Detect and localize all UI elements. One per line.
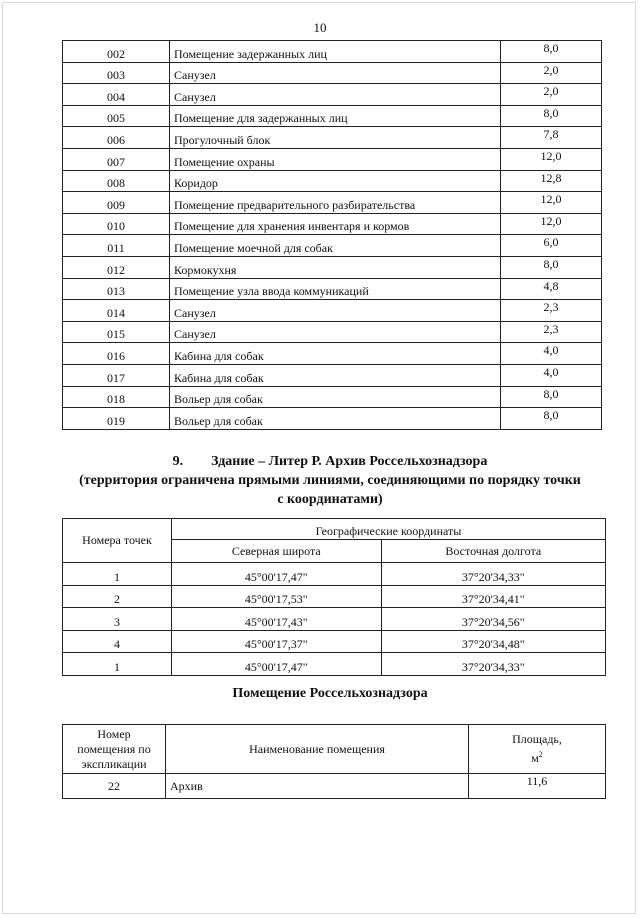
room-area: 8,0 xyxy=(501,256,602,278)
room-area: 4,0 xyxy=(501,364,602,386)
room-area: 6,0 xyxy=(501,235,602,257)
table-row xyxy=(63,653,606,676)
longitude: 37°20'34,33" xyxy=(381,653,605,676)
room-number: 010 xyxy=(63,213,170,235)
header-room-number-line1: Номер xyxy=(97,726,131,741)
room-area: 7,8 xyxy=(501,127,602,149)
rooms-table xyxy=(62,40,602,430)
header-room-name: Наименование помещения xyxy=(166,725,469,774)
header-room-number-line2: помещения по xyxy=(77,741,151,756)
latitude: 45°00'17,47" xyxy=(172,563,382,586)
room-name: Санузел xyxy=(170,84,501,106)
table-row xyxy=(63,170,602,192)
header-points: Номера точек xyxy=(63,519,172,563)
table-row xyxy=(63,386,602,408)
room-number: 008 xyxy=(63,170,170,192)
latitude: 45°00'17,53" xyxy=(172,585,382,608)
room-name: Санузел xyxy=(170,62,501,84)
room-number: 013 xyxy=(63,278,170,300)
longitude: 37°20'34,56" xyxy=(381,608,605,631)
room-number: 005 xyxy=(63,105,170,127)
room-name: Помещение задержанных лиц xyxy=(170,41,501,63)
room-number: 002 xyxy=(63,41,170,63)
room-name: Архив xyxy=(166,774,469,799)
page-number: 10 xyxy=(313,20,327,35)
room-number: 004 xyxy=(63,84,170,106)
room-name: Помещение для хранения инвентаря и кормов xyxy=(170,213,501,235)
header-room-number-line3: экспликации xyxy=(81,756,147,771)
table-row xyxy=(63,62,602,84)
room-area: 12,0 xyxy=(501,192,602,214)
longitude: 37°20'34,41" xyxy=(381,585,605,608)
table-row xyxy=(63,630,606,653)
table-row xyxy=(63,235,602,257)
table-row xyxy=(63,300,602,322)
table-row xyxy=(63,256,602,278)
header-longitude: Восточная долгота xyxy=(381,540,605,563)
room-number: 006 xyxy=(63,127,170,149)
table-row xyxy=(63,213,602,235)
point-number: 1 xyxy=(63,653,172,676)
point-number: 1 xyxy=(63,563,172,586)
table-row xyxy=(63,364,602,386)
room-area: 11,6 xyxy=(469,774,606,799)
room-number: 018 xyxy=(63,386,170,408)
area-unit: м xyxy=(531,751,539,765)
room-area: 2,3 xyxy=(501,300,602,322)
room-name: Прогулочный блок xyxy=(170,127,501,149)
room-number: 012 xyxy=(63,256,170,278)
room-number: 015 xyxy=(63,321,170,343)
section-heading xyxy=(40,452,620,509)
longitude: 37°20'34,48" xyxy=(381,630,605,653)
room-number: 22 xyxy=(63,774,166,799)
room-name: Санузел xyxy=(170,321,501,343)
table-row xyxy=(63,343,602,365)
room-name: Вольер для собак xyxy=(170,386,501,408)
header-room-number xyxy=(63,725,166,774)
room-name: Санузел xyxy=(170,300,501,322)
room-number: 007 xyxy=(63,148,170,170)
table-row xyxy=(63,408,602,430)
point-number: 3 xyxy=(63,608,172,631)
table-row xyxy=(63,41,602,63)
header-area-unit xyxy=(470,747,604,766)
room-name: Помещение охраны xyxy=(170,148,501,170)
area-unit-sup: 2 xyxy=(538,750,543,759)
latitude: 45°00'17,37" xyxy=(172,630,382,653)
room-name: Помещение узла ввода коммуникаций xyxy=(170,278,501,300)
table-row xyxy=(63,105,602,127)
table-row xyxy=(63,321,602,343)
coordinates-table xyxy=(62,518,606,676)
table-row xyxy=(63,774,606,799)
room-name: Кабина для собак xyxy=(170,364,501,386)
latitude: 45°00'17,47" xyxy=(172,653,382,676)
room-area: 8,0 xyxy=(501,408,602,430)
room-number: 016 xyxy=(63,343,170,365)
table-row xyxy=(63,84,602,106)
room-area: 8,0 xyxy=(501,105,602,127)
table-row xyxy=(63,608,606,631)
latitude: 45°00'17,43" xyxy=(172,608,382,631)
room-name: Помещение моечной для собак xyxy=(170,235,501,257)
room-area: 2,3 xyxy=(501,321,602,343)
room-area: 8,0 xyxy=(501,386,602,408)
room-name: Вольер для собак xyxy=(170,408,501,430)
room-area: 8,0 xyxy=(501,41,602,63)
office-table xyxy=(62,724,606,799)
room-number: 017 xyxy=(63,364,170,386)
point-number: 4 xyxy=(63,630,172,653)
room-area: 12,0 xyxy=(501,148,602,170)
room-name: Кормокухня xyxy=(170,256,501,278)
section-heading-line1: 9. Здание – Литер Р. Архив Россельхознадзора xyxy=(172,454,488,469)
section-heading-line2: (территория ограничена прямыми линиями, соединяющими по порядку точки xyxy=(79,473,581,488)
section-heading-line3: с координатами) xyxy=(277,492,383,507)
header-area-label: Площадь, xyxy=(512,732,562,746)
table-row xyxy=(63,585,606,608)
room-number: 009 xyxy=(63,192,170,214)
office-heading: Помещение Россельхознадзора xyxy=(232,686,428,701)
room-number: 019 xyxy=(63,408,170,430)
room-area: 4,0 xyxy=(501,343,602,365)
table-row xyxy=(63,127,602,149)
room-area: 12,8 xyxy=(501,170,602,192)
room-name: Кабина для собак xyxy=(170,343,501,365)
table-row xyxy=(63,563,606,586)
room-number: 014 xyxy=(63,300,170,322)
room-name: Помещение предварительного разбирательства xyxy=(170,192,501,214)
room-name: Помещение для задержанных лиц xyxy=(170,105,501,127)
room-number: 011 xyxy=(63,235,170,257)
room-area: 12,0 xyxy=(501,213,602,235)
table-row xyxy=(63,192,602,214)
longitude: 37°20'34,33" xyxy=(381,563,605,586)
room-name: Коридор xyxy=(170,170,501,192)
room-area: 2,0 xyxy=(501,84,602,106)
header-latitude: Северная широта xyxy=(172,540,382,563)
room-area: 4,8 xyxy=(501,278,602,300)
point-number: 2 xyxy=(63,585,172,608)
table-row xyxy=(63,278,602,300)
header-geo: Географические координаты xyxy=(172,519,606,540)
room-number: 003 xyxy=(63,62,170,84)
header-area xyxy=(469,725,606,774)
table-row xyxy=(63,148,602,170)
room-area: 2,0 xyxy=(501,62,602,84)
